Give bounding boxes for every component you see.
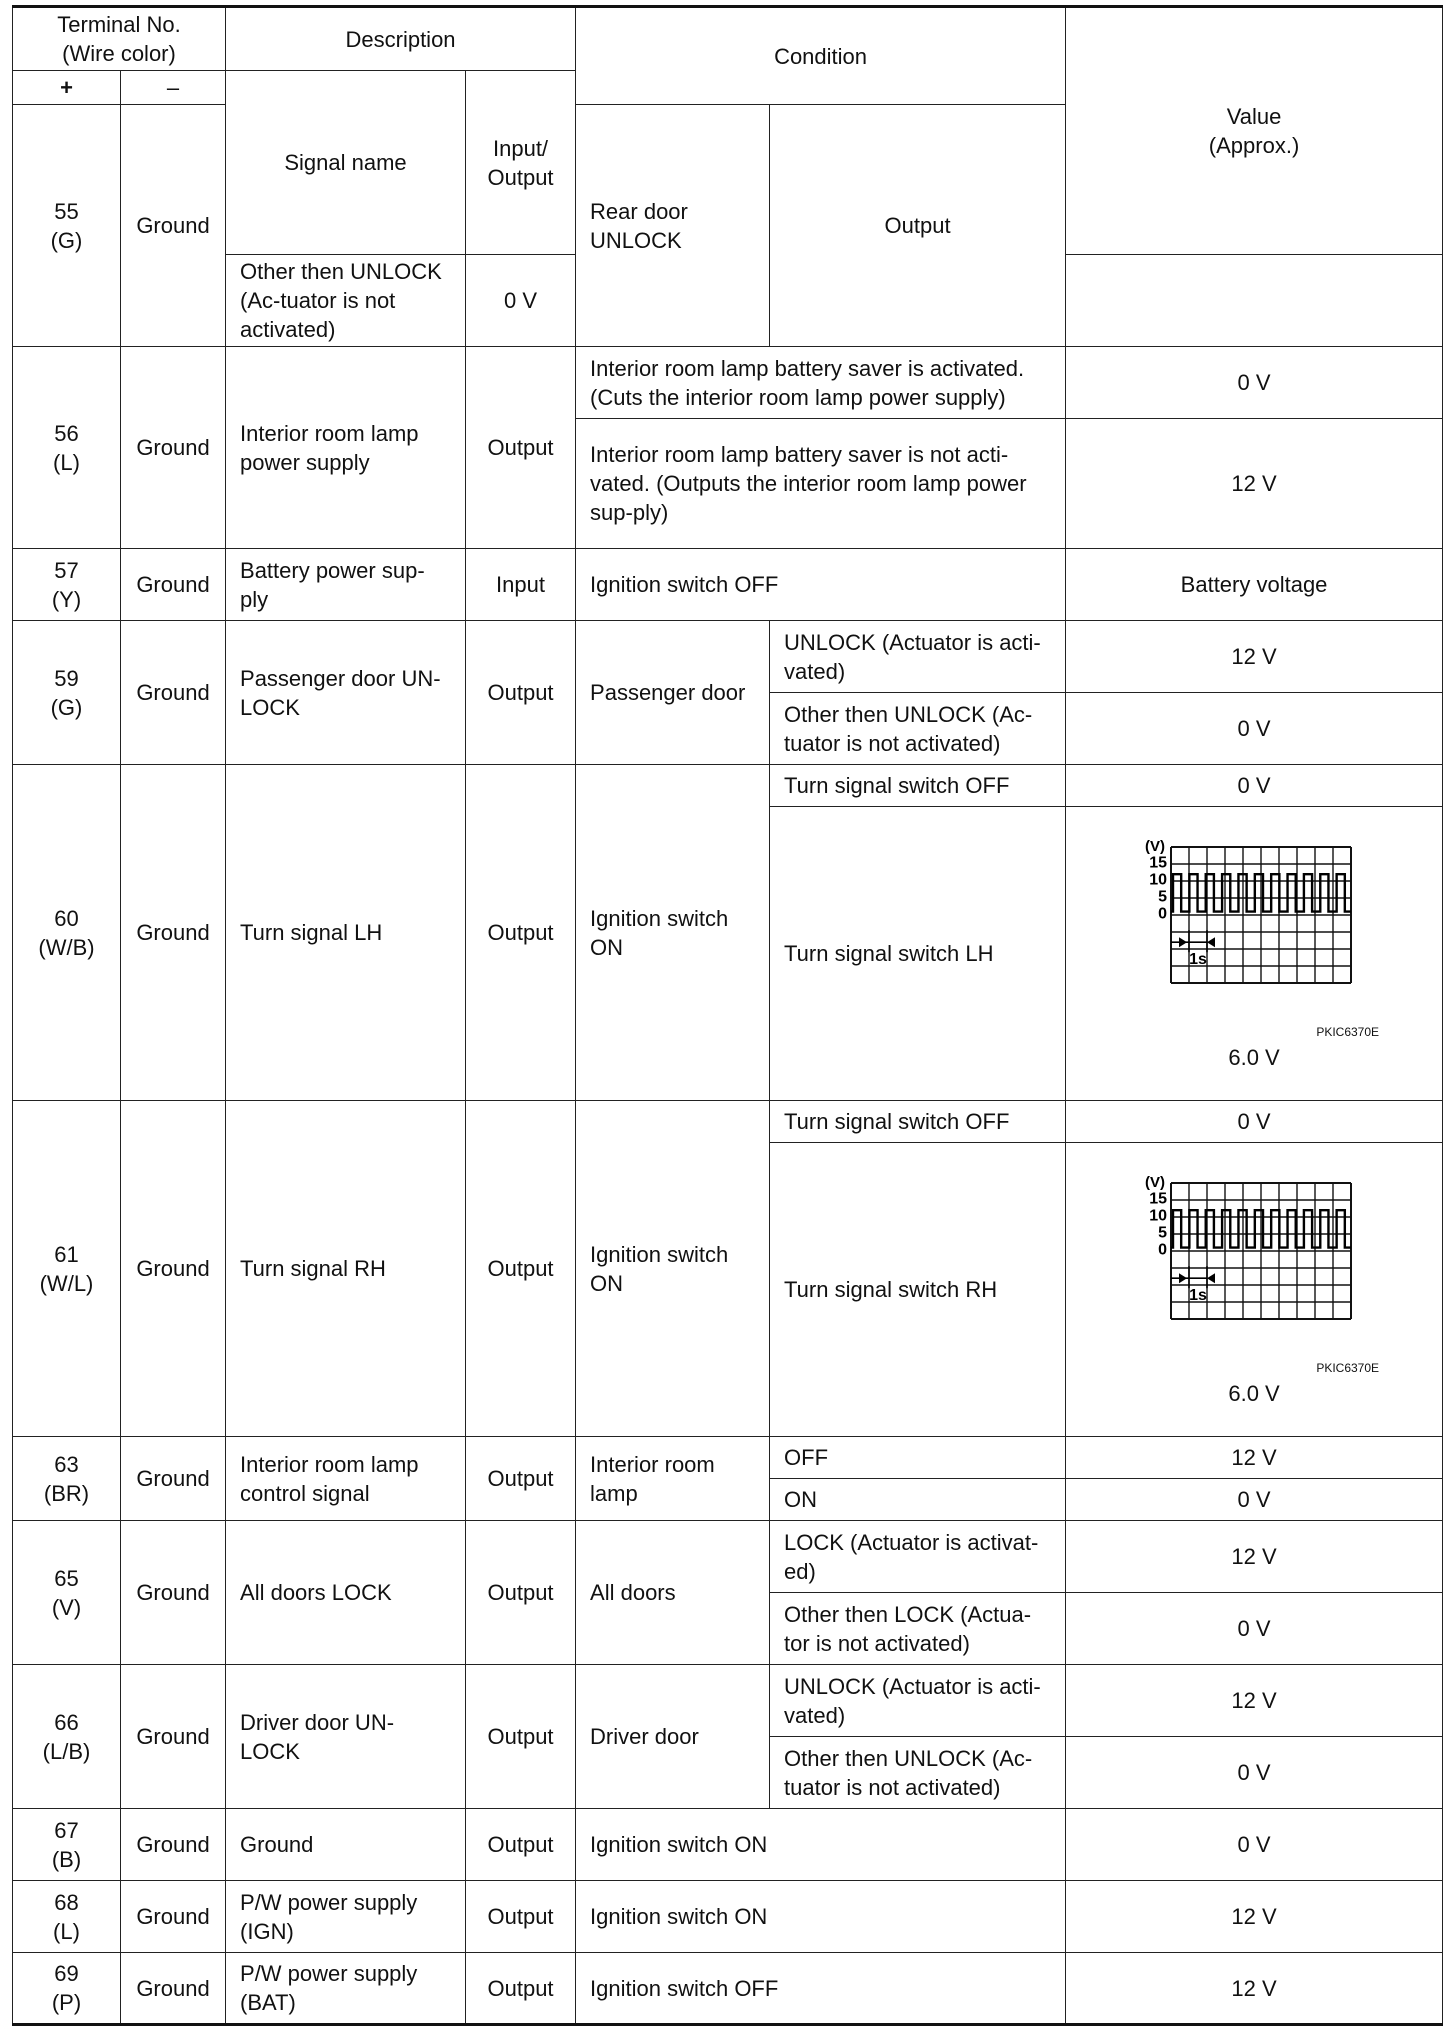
wire-color: (W/L) bbox=[39, 1270, 94, 1296]
value: 12 V bbox=[1066, 1665, 1443, 1737]
wire-color: (L) bbox=[53, 449, 80, 475]
tick-label: 15 bbox=[1149, 1190, 1168, 1208]
wire-color: (W/B) bbox=[38, 934, 95, 960]
value-label: Value bbox=[1226, 104, 1282, 129]
term-number: 59 bbox=[54, 665, 79, 691]
neg-terminal: Ground bbox=[121, 1521, 226, 1665]
io-header bbox=[466, 71, 576, 255]
figure-code: PKIC6370E bbox=[1316, 1025, 1380, 1039]
wire-color: (L/B) bbox=[42, 1738, 91, 1764]
value-header bbox=[1066, 7, 1443, 255]
terminal-68 bbox=[13, 1881, 121, 1953]
neg-terminal: Ground bbox=[121, 347, 226, 549]
plus-header: + bbox=[13, 71, 121, 105]
tick-label: 10 bbox=[1149, 1207, 1168, 1225]
value: 12 V bbox=[1066, 1953, 1443, 2025]
value: 12 V bbox=[1066, 621, 1443, 693]
wire-color: (Y) bbox=[51, 586, 82, 612]
terminal-60 bbox=[13, 765, 121, 1101]
neg-terminal: Ground bbox=[121, 1437, 226, 1521]
wire-color: (L) bbox=[53, 1918, 80, 1944]
signal-name: Interior room lamp control signal bbox=[226, 1437, 466, 1521]
signal-name: All doors LOCK bbox=[226, 1521, 466, 1665]
value: 0 V bbox=[1066, 347, 1443, 419]
condition: Ignition switch ON bbox=[576, 1809, 1066, 1881]
signal-name: Rear door UNLOCK bbox=[576, 105, 770, 347]
sub-condition: Turn signal switch LH bbox=[770, 807, 1066, 1101]
io-type: Output bbox=[466, 1437, 576, 1521]
tick-label: 0 bbox=[1158, 1241, 1168, 1259]
terminal-label: Terminal No. bbox=[57, 12, 181, 37]
io-type: Output bbox=[466, 765, 576, 1101]
signal-name: Ground bbox=[226, 1809, 466, 1881]
value: 12 V bbox=[1066, 1521, 1443, 1593]
io-type: Output bbox=[770, 105, 1066, 347]
signal-name-header: Signal name bbox=[226, 71, 466, 255]
neg-terminal: Ground bbox=[121, 1665, 226, 1809]
value: 0 V bbox=[1066, 1593, 1443, 1665]
value: 12 V bbox=[1066, 1437, 1443, 1479]
io-type: Output bbox=[466, 1101, 576, 1437]
tick-label: 0 bbox=[1158, 905, 1168, 923]
value: 0 V bbox=[466, 255, 576, 347]
term-number: 57 bbox=[54, 557, 79, 583]
neg-terminal: Ground bbox=[121, 1809, 226, 1881]
term-number: 55 bbox=[54, 198, 79, 224]
terminal-66 bbox=[13, 1665, 121, 1809]
value: 0 V bbox=[1066, 765, 1443, 807]
waveform-lh bbox=[1119, 835, 1389, 1039]
sub-condition: Turn signal switch OFF bbox=[770, 765, 1066, 807]
waveform-rh bbox=[1119, 1171, 1389, 1375]
terminal-65 bbox=[13, 1521, 121, 1665]
arrow-icon bbox=[1207, 937, 1215, 947]
condition: Ignition switch ON bbox=[576, 765, 770, 1101]
tick-label: 10 bbox=[1149, 871, 1168, 889]
term-number: 56 bbox=[54, 420, 79, 446]
waveform-graph bbox=[1119, 835, 1389, 1025]
condition: Ignition switch ON bbox=[576, 1881, 1066, 1953]
sub-condition: ON bbox=[770, 1479, 1066, 1521]
signal-name: P/W power supply (IGN) bbox=[226, 1881, 466, 1953]
io-type: Output bbox=[466, 1809, 576, 1881]
approx-label: (Approx.) bbox=[1208, 133, 1300, 158]
io-type: Output bbox=[466, 1521, 576, 1665]
wire-color: (G) bbox=[50, 694, 83, 720]
value: 12 V bbox=[1066, 1881, 1443, 1953]
waveform-cell bbox=[1066, 1143, 1443, 1437]
signal-name: P/W power supply (BAT) bbox=[226, 1953, 466, 2025]
term-number: 63 bbox=[54, 1451, 79, 1477]
neg-terminal: Ground bbox=[121, 1881, 226, 1953]
neg-terminal: Ground bbox=[121, 105, 226, 347]
input-label: Input/ bbox=[493, 135, 549, 161]
terminal-55 bbox=[13, 105, 121, 347]
wire-color: (V) bbox=[51, 1594, 82, 1620]
term-number: 68 bbox=[54, 1889, 79, 1915]
output-label: Output bbox=[487, 164, 554, 190]
sub-condition: LOCK (Actuator is activat-ed) bbox=[770, 1521, 1066, 1593]
minus-header: – bbox=[121, 71, 226, 105]
signal-name: Driver door UN-LOCK bbox=[226, 1665, 466, 1809]
signal-name: Turn signal LH bbox=[226, 765, 466, 1101]
io-type: Input bbox=[466, 549, 576, 621]
value: 0 V bbox=[1066, 1479, 1443, 1521]
term-number: 60 bbox=[54, 905, 79, 931]
wire-color: (B) bbox=[51, 1846, 82, 1872]
sub-condition: Other then LOCK (Actua-tor is not activated) bbox=[770, 1593, 1066, 1665]
terminal-59 bbox=[13, 621, 121, 765]
neg-terminal: Ground bbox=[121, 1101, 226, 1437]
terminal-header bbox=[13, 7, 226, 71]
condition: Interior room lamp battery saver is activated. (Cuts the interior room lamp power supply) bbox=[576, 347, 1066, 419]
neg-terminal: Ground bbox=[121, 549, 226, 621]
value: 0 V bbox=[1066, 1809, 1443, 1881]
value: 6.0 V bbox=[1228, 1045, 1280, 1070]
sub-condition: Other then UNLOCK (Ac-tuator is not activated) bbox=[770, 693, 1066, 765]
unit-label: (V) bbox=[1145, 838, 1166, 855]
sub-condition: UNLOCK (Actuator is acti-vated) bbox=[770, 1665, 1066, 1737]
wire-color: (P) bbox=[51, 1990, 82, 2015]
neg-terminal: Ground bbox=[121, 765, 226, 1101]
terminal-69 bbox=[13, 1953, 121, 2025]
terminal-63 bbox=[13, 1437, 121, 1521]
io-type: Output bbox=[466, 1665, 576, 1809]
io-type: Output bbox=[466, 347, 576, 549]
condition: Driver door bbox=[576, 1665, 770, 1809]
condition: Interior room lamp bbox=[576, 1437, 770, 1521]
signal-name: Interior room lamp power supply bbox=[226, 347, 466, 549]
condition: Ignition switch OFF bbox=[576, 549, 1066, 621]
value: 6.0 V bbox=[1228, 1381, 1280, 1406]
terminal-table bbox=[12, 5, 1443, 2026]
wire-color: (G) bbox=[50, 227, 83, 253]
io-type: Output bbox=[466, 1953, 576, 2025]
term-number: 61 bbox=[54, 1241, 79, 1267]
condition-header: Condition bbox=[576, 7, 1066, 105]
arrow-icon bbox=[1179, 937, 1187, 947]
wire-color: (BR) bbox=[43, 1480, 90, 1506]
term-number: 65 bbox=[54, 1565, 79, 1591]
sub-condition: UNLOCK (Actuator is acti-vated) bbox=[770, 621, 1066, 693]
time-label: 1s bbox=[1189, 951, 1207, 969]
tick-label: 15 bbox=[1149, 854, 1168, 872]
value: 12 V bbox=[1066, 419, 1443, 549]
signal-name: Battery power sup-ply bbox=[226, 549, 466, 621]
figure-code: PKIC6370E bbox=[1316, 1361, 1380, 1375]
terminal-57 bbox=[13, 549, 121, 621]
time-label: 1s bbox=[1189, 1287, 1207, 1305]
condition: Interior room lamp battery saver is not acti-vated. (Outputs the interior room lamp power sup-ply) bbox=[576, 419, 1066, 549]
neg-terminal: Ground bbox=[121, 1953, 226, 2025]
io-type: Output bbox=[466, 621, 576, 765]
description-header: Description bbox=[226, 7, 576, 71]
terminal-56 bbox=[13, 347, 121, 549]
signal-name: Passenger door UN-LOCK bbox=[226, 621, 466, 765]
sub-condition: Turn signal switch RH bbox=[770, 1143, 1066, 1437]
unit-label: (V) bbox=[1145, 1174, 1166, 1191]
waveform-cell bbox=[1066, 807, 1443, 1101]
terminal-61 bbox=[13, 1101, 121, 1437]
sub-condition: Turn signal switch OFF bbox=[770, 1101, 1066, 1143]
condition: Ignition switch ON bbox=[576, 1101, 770, 1437]
wire-color-label: (Wire color) bbox=[62, 41, 176, 66]
value: 0 V bbox=[1066, 1737, 1443, 1809]
condition: Ignition switch OFF bbox=[576, 1953, 1066, 2025]
sub-condition: Other then UNLOCK (Ac-tuator is not activated) bbox=[770, 1737, 1066, 1809]
neg-terminal: Ground bbox=[121, 621, 226, 765]
io-type: Output bbox=[466, 1881, 576, 1953]
sub-condition: OFF bbox=[770, 1437, 1066, 1479]
arrow-icon bbox=[1179, 1273, 1187, 1283]
value: 0 V bbox=[1066, 693, 1443, 765]
value: Battery voltage bbox=[1066, 549, 1443, 621]
condition: All doors bbox=[576, 1521, 770, 1665]
waveform-graph bbox=[1119, 1171, 1389, 1361]
terminal-67 bbox=[13, 1809, 121, 1881]
term-number: 67 bbox=[54, 1817, 79, 1843]
tick-label: 5 bbox=[1158, 888, 1168, 906]
value: 0 V bbox=[1066, 1101, 1443, 1143]
term-number: 69 bbox=[54, 1961, 79, 1986]
condition: Passenger door bbox=[576, 621, 770, 765]
signal-name: Turn signal RH bbox=[226, 1101, 466, 1437]
tick-label: 5 bbox=[1158, 1224, 1168, 1242]
arrow-icon bbox=[1207, 1273, 1215, 1283]
term-number: 66 bbox=[54, 1709, 79, 1735]
sub-condition: Other then UNLOCK (Ac-tuator is not activated) bbox=[226, 255, 466, 347]
